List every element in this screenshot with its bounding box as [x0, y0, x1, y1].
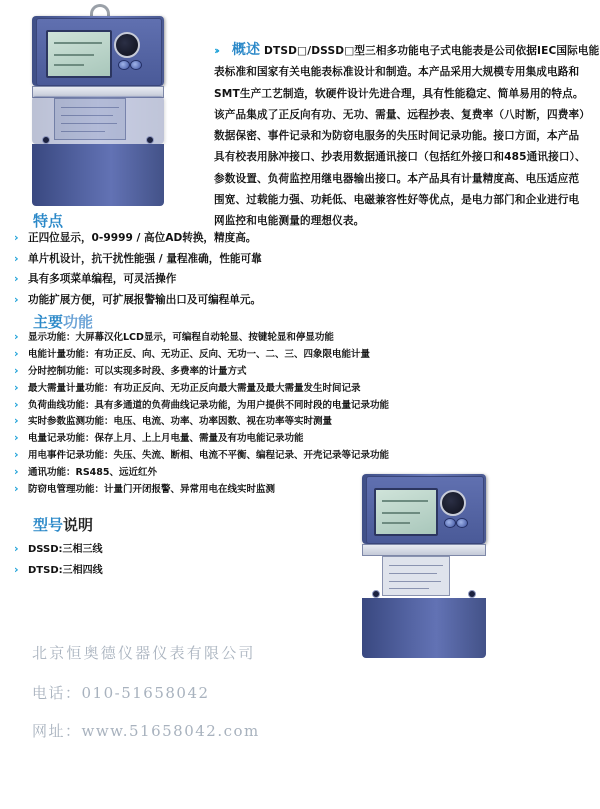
overview-line: 表标准和国家有关电能表标准设计和制造。本产品采用大规模专用集成电路和: [214, 66, 580, 79]
chevron-icon: ›: [14, 397, 19, 411]
chevron-icon: ›: [14, 346, 19, 360]
overview-line: SMT生产工艺制造，软硬件设计先进合理，具有性能稳定、简单易用的特点。: [214, 87, 584, 100]
overview-line: 该产品集成了正反向有功、无功、需量、远程抄表、复费率（八时断，四费率）: [214, 108, 591, 121]
double-chevron-icon: ››: [214, 44, 218, 57]
list-item: [14, 380, 389, 397]
list-item: [14, 464, 389, 481]
company-name: 北京恒奥德仪器仪表有限公司: [32, 644, 256, 662]
feature-text: 功能扩展方便，可扩展报警输出口及可编程单元。: [28, 293, 262, 306]
list-item: [14, 346, 389, 363]
chevron-icon: ›: [14, 482, 19, 496]
overview-line: 具有校表用脉冲接口、抄表用数据通讯接口（包括红外接口和485通讯接口）、: [214, 151, 586, 164]
meter-image-top: [32, 10, 164, 206]
function-text: 负荷曲线功能：具有多通道的负荷曲线记录功能，为用户提供不同时段的电量记录功能: [28, 399, 390, 411]
features-list: [14, 228, 262, 310]
phone-number: 电话：010-51658042: [32, 684, 210, 702]
list-item: [14, 397, 389, 414]
overview-line: DTSD□/DSSD□型三相多功能电子式电能表是公司依据IEC国际电能: [264, 45, 600, 57]
function-text: 显示功能：大屏幕汉化LCD显示，可编程自动轮显、按键轮显和停显功能: [28, 332, 334, 343]
feature-text: 正四位显示，0-9999 / 高位AD转换，精度高。: [28, 232, 257, 244]
list-item: [14, 413, 389, 430]
models-title-a: 型号: [33, 516, 64, 534]
function-text: 最大需量计量功能：有功正反向、无功正反向最大需量及最大需量发生时间记录: [28, 382, 361, 394]
function-text: 电量记录功能：保存上月、上上月电量、需量及有功电能记录功能: [28, 433, 304, 445]
overview-line: 参数设置、负荷监控用继电器输出接口。本产品具有计量精度高、电压适应范: [214, 172, 580, 185]
list-item: [14, 269, 262, 290]
chevron-icon: ›: [14, 330, 19, 343]
list-item: [14, 363, 389, 380]
chevron-icon: ›: [14, 292, 19, 306]
list-item: [14, 538, 103, 559]
features-title-text: 特点: [33, 212, 64, 230]
function-text: 电能计量功能：有功正反、向、无功正、反向、无功一、二、三、四象限电能计量: [28, 348, 371, 360]
overview-title: 概述: [231, 42, 261, 58]
overview-line: 网监控和电能测量的理想仪表。: [214, 215, 365, 228]
function-text: 通讯功能：RS485、远近红外: [28, 467, 157, 479]
chevron-icon: ›: [14, 272, 19, 285]
feature-text: 具有多项菜单编程，可灵活操作: [28, 273, 177, 285]
feature-text: 单片机设计，抗干扰性能强 / 量程准确，性能可靠: [28, 252, 262, 265]
function-text: 用电事件记录功能：失压、失流、断相、电流不平衡、编程记录、开壳记录等记录功能: [28, 450, 390, 462]
functions-list: [14, 329, 389, 498]
list-item: [14, 447, 389, 464]
chevron-icon: ›: [14, 465, 19, 479]
chevron-icon: ›: [14, 414, 19, 428]
chevron-icon: ›: [14, 563, 19, 576]
overview-line: 数据保密、事件记录和为防窃电服务的失压时间记录功能。接口方面，本产品: [214, 130, 580, 143]
model-text: DSSD:三相三线: [28, 544, 103, 555]
website-link[interactable]: 网址：www.51658042.com: [32, 722, 260, 740]
overview-section: [214, 40, 600, 233]
chevron-icon: ›: [14, 448, 19, 462]
function-text: 实时参数监测功能：电压、电流、功率、功率因数、视在功率等实时测量: [28, 416, 333, 428]
chevron-icon: ›: [14, 363, 19, 377]
models-list: [14, 538, 103, 580]
function-text: 分时控制功能：可以实现多时段、多费率的计量方式: [28, 365, 247, 377]
chevron-icon: ›: [14, 251, 19, 265]
models-title: [33, 514, 93, 535]
list-item: [14, 481, 389, 498]
overview-line: 围宽、过载能力强、功耗低、电磁兼容性好等优点，是电力部门和企业进行电: [214, 194, 580, 207]
list-item: [14, 290, 262, 311]
meter-image-bottom: [362, 474, 486, 658]
functions-title-a: 主要: [33, 313, 64, 331]
list-item: [14, 249, 262, 270]
list-item: [14, 228, 262, 249]
chevron-icon: ›: [14, 231, 19, 244]
chevron-icon: ›: [14, 431, 19, 445]
models-title-b: 说明: [63, 516, 94, 534]
list-item: [14, 430, 389, 447]
chevron-icon: ›: [14, 542, 19, 555]
model-text: DTSD:三相四线: [28, 565, 103, 576]
list-item: [14, 559, 103, 580]
list-item: [14, 329, 389, 346]
function-text: 防窃电管理功能：计量门开闭报警、异常用电在线实时监测: [28, 484, 276, 496]
functions-title-b: 功能: [63, 313, 94, 331]
chevron-icon: ›: [14, 380, 19, 394]
